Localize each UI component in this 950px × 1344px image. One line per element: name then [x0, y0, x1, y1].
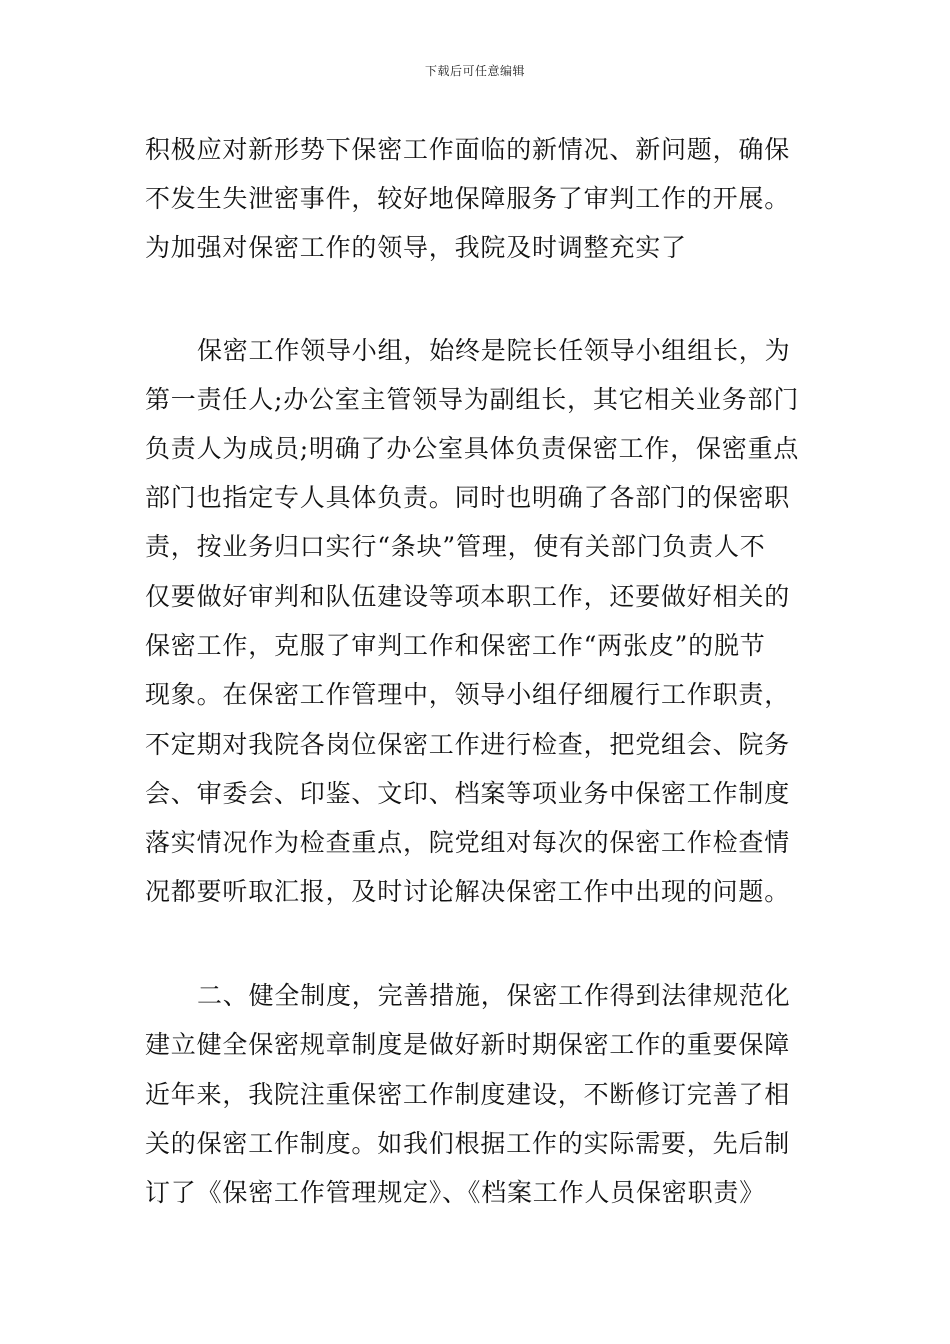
paragraph-1-line-3: 为加强对保密工作的领导，我院及时调整充实了 — [145, 233, 687, 262]
paragraph-2-line-11: 落实情况作为检查重点，院党组对每次的保密工作检查情 — [145, 828, 791, 857]
header-note: 下载后可任意编辑 — [424, 64, 525, 78]
paragraph-2-line-12: 况都要听取汇报，及时讨论解决保密工作中出现的问题。 — [145, 877, 791, 906]
paragraph-2-line-7: 保密工作，克服了审判工作和保密工作“两张皮”的脱节 — [145, 631, 766, 660]
paragraph-2-line-4: 部门也指定专人具体负责。同时也明确了各部门的保密职 — [145, 483, 791, 512]
paragraph-1-line-2: 不发生失泄密事件，较好地保障服务了审判工作的开展。 — [145, 184, 791, 213]
paragraph-3-line-3: 近年来，我院注重保密工作制度建设，不断修订完善了相 — [145, 1080, 791, 1109]
paragraph-1-line-1: 积极应对新形势下保密工作面临的新情况、新问题，确保 — [145, 135, 791, 164]
paragraph-2-line-6: 仅要做好审判和队伍建设等项本职工作，还要做好相关的 — [145, 582, 791, 611]
paragraph-3-line-4: 关的保密工作制度。如我们根据工作的实际需要，先后制 — [145, 1129, 791, 1158]
paragraph-2-line-2: 第一责任人;办公室主管领导为副组长，其它相关业务部门 — [145, 385, 800, 414]
paragraph-3-line-1: 二、健全制度，完善措施，保密工作得到法律规范化 — [197, 981, 791, 1010]
paragraph-2-line-10: 会、审委会、印鉴、文印、档案等项业务中保密工作制度 — [145, 779, 791, 808]
paragraph-2-line-3: 负责人为成员;明确了办公室具体负责保密工作，保密重点 — [145, 434, 800, 463]
paragraph-2-line-8: 现象。在保密工作管理中，领导小组仔细履行工作职责， — [145, 680, 791, 709]
paragraph-2-line-5: 责，按业务归口实行“条块”管理，使有关部门负责人不 — [145, 532, 766, 561]
paragraph-3-line-2: 建立健全保密规章制度是做好新时期保密工作的重要保障 — [145, 1030, 791, 1059]
paragraph-2-line-1: 保密工作领导小组，始终是院长任领导小组组长，为 — [197, 336, 791, 365]
paragraph-3-line-5: 订了《保密工作管理规定》、《档案工作人员保密职责》 — [145, 1178, 766, 1207]
paragraph-2-line-9: 不定期对我院各岗位保密工作进行检查，把党组会、院务 — [145, 730, 791, 759]
